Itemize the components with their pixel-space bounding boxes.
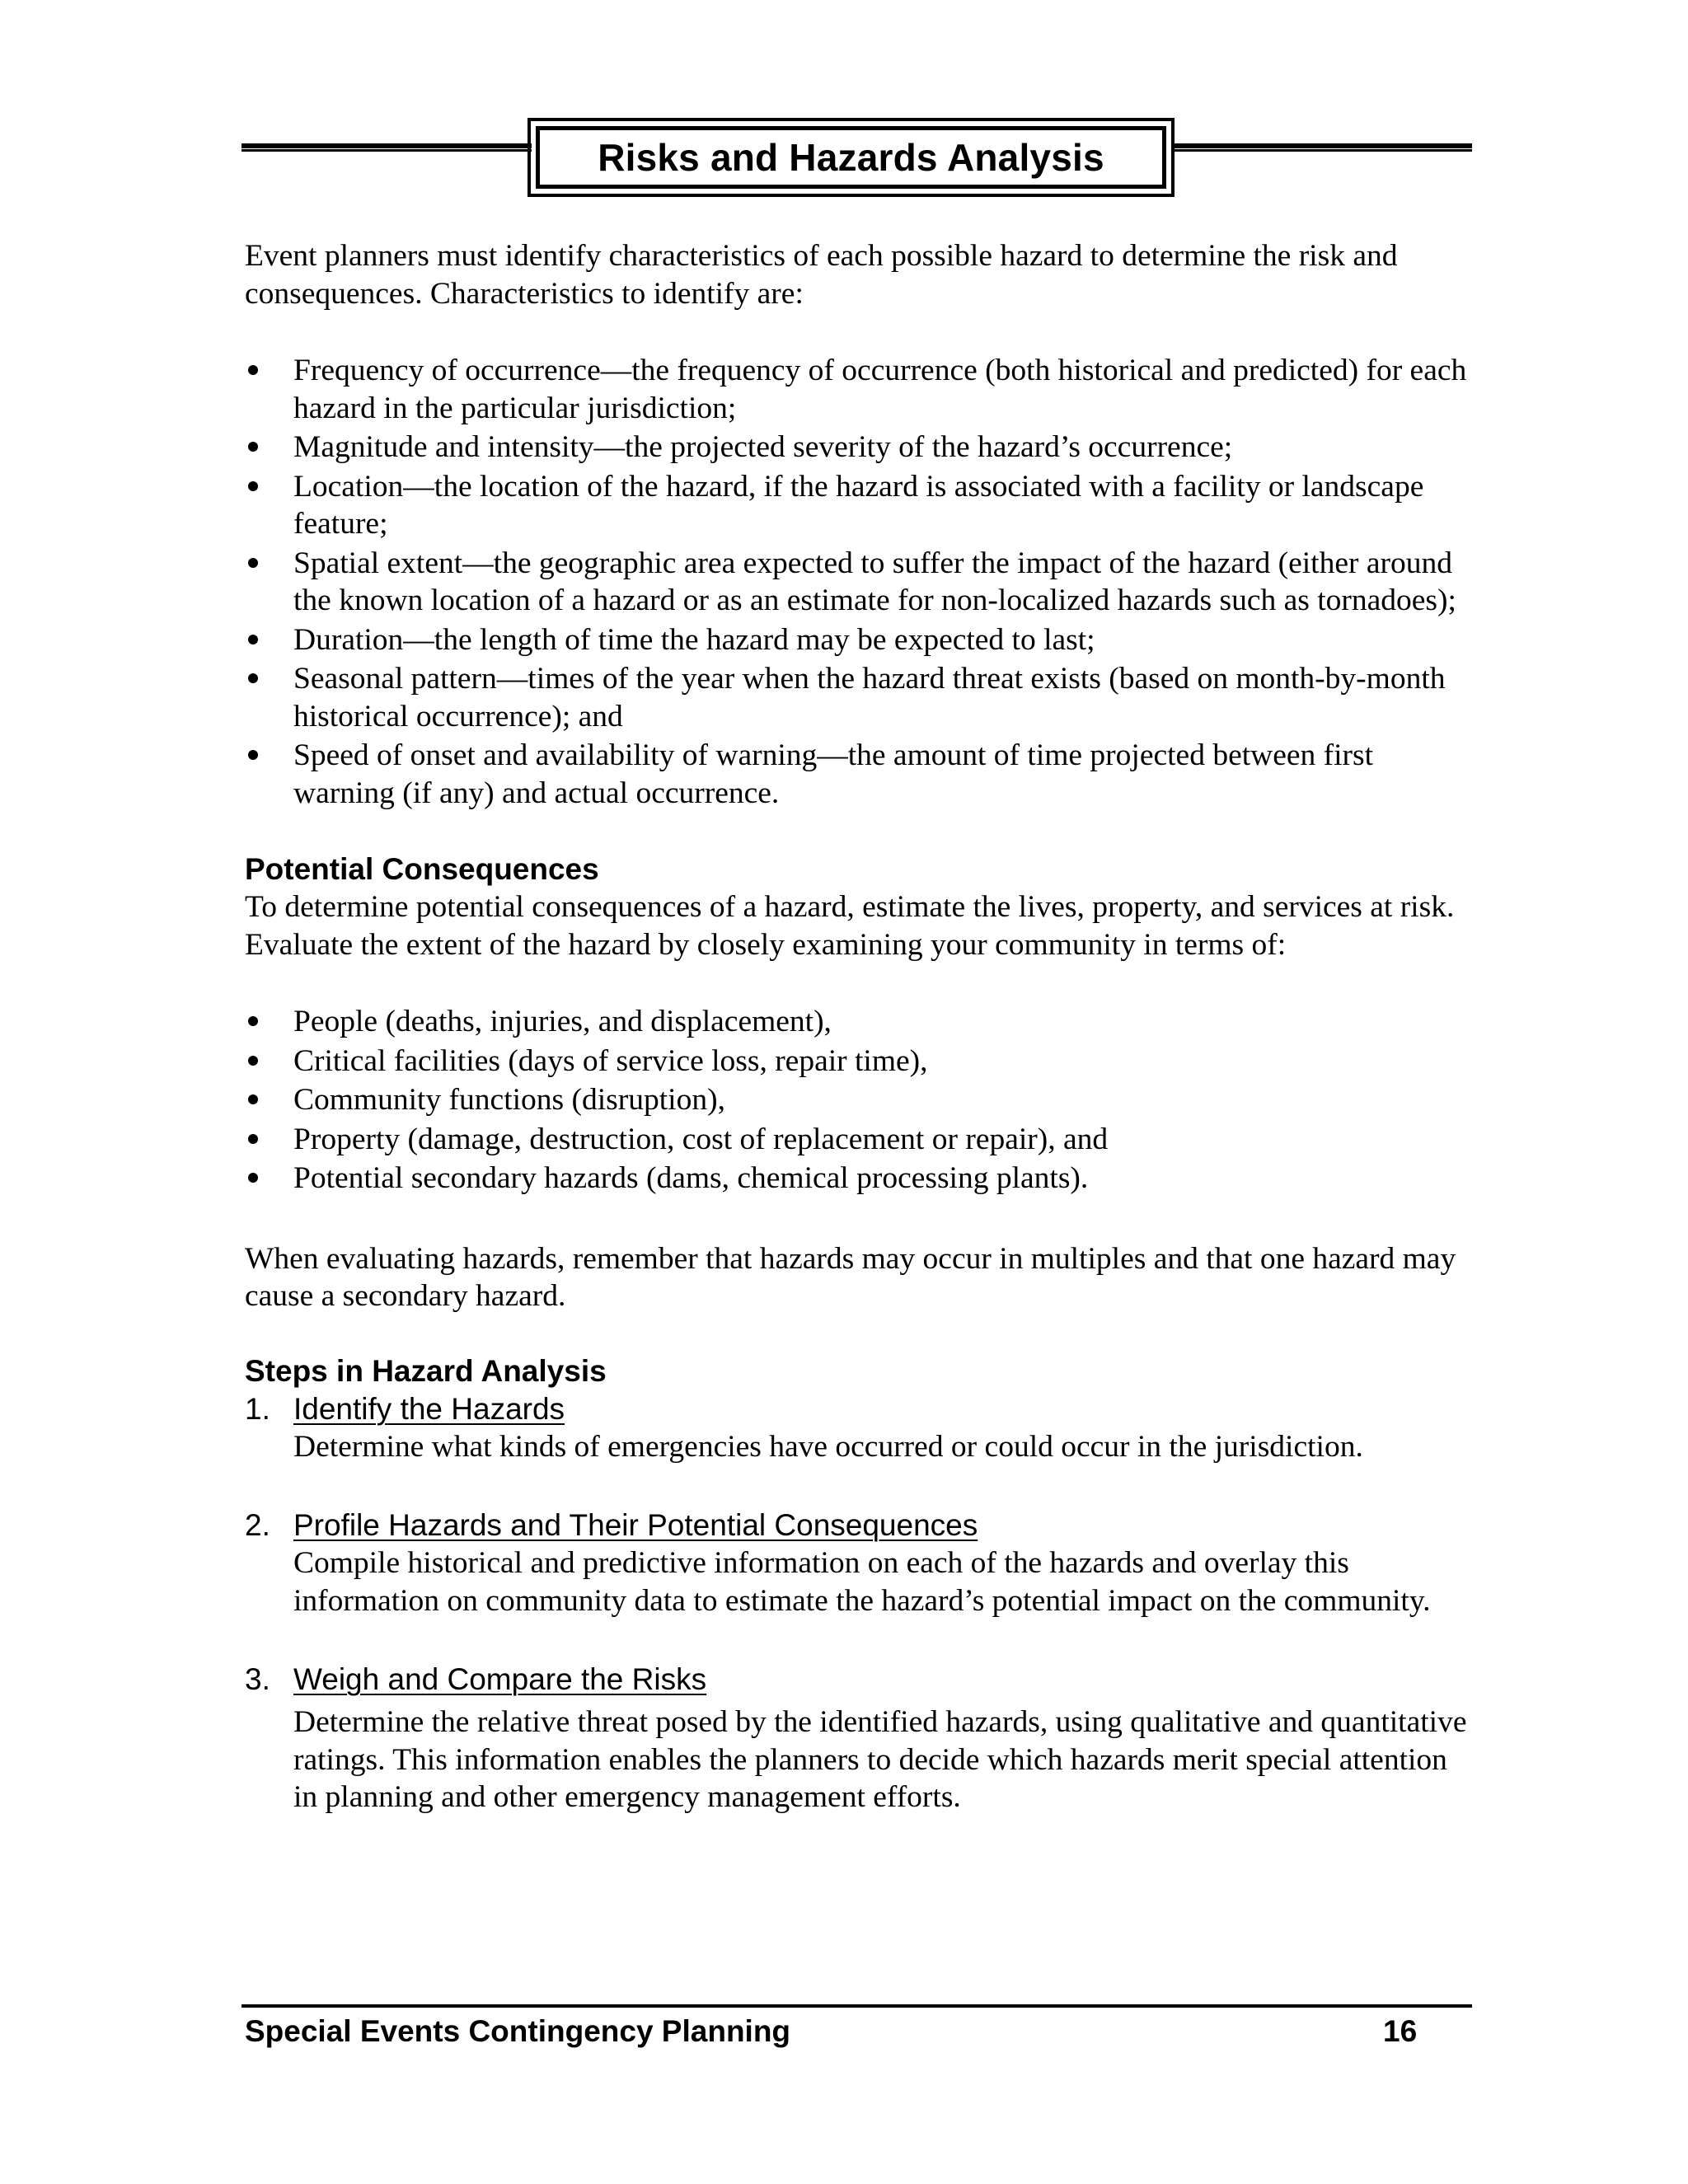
header-rule-right bbox=[1175, 143, 1472, 152]
list-item-text: Frequency of occurrence—the frequency of occurrence (both historical and predicted) for each hazard in the particular jurisdiction; bbox=[293, 354, 1467, 425]
characteristics-list bbox=[245, 352, 1473, 812]
list-item-text: Critical facilities (days of service loss, repair time), bbox=[293, 1043, 928, 1078]
step-item bbox=[245, 1507, 1473, 1619]
step-number: 1. bbox=[245, 1391, 270, 1426]
list-item bbox=[245, 1043, 1473, 1080]
list-item bbox=[245, 352, 1473, 427]
step-number: 2. bbox=[245, 1508, 270, 1542]
step-title: Identify the Hazards bbox=[293, 1391, 565, 1426]
list-item bbox=[245, 1121, 1473, 1159]
list-item-text: People (deaths, injuries, and displacement), bbox=[293, 1005, 832, 1038]
list-item bbox=[245, 545, 1473, 620]
footer-rule bbox=[241, 2004, 1472, 2008]
step-description: Compile historical and predictive information on each of the hazards and overlay this information on community data to estimate the hazard’s potential impact on the community. bbox=[293, 1546, 1431, 1618]
list-item-text: Community functions (disruption), bbox=[293, 1083, 725, 1117]
bullet-icon bbox=[248, 442, 258, 452]
list-item bbox=[245, 660, 1473, 735]
step-title: Weigh and Compare the Risks bbox=[293, 1662, 707, 1696]
consequences-list bbox=[245, 1003, 1473, 1197]
page-title: Risks and Hazards Analysis bbox=[598, 136, 1104, 179]
bullet-icon bbox=[248, 365, 258, 375]
bullet-icon bbox=[248, 635, 258, 644]
bullet-icon bbox=[248, 1173, 258, 1183]
title-box-inner bbox=[536, 126, 1166, 189]
list-item-text: Seasonal pattern—times of the year when the hazard threat exists (based on month-by-month historical occurrence); and bbox=[293, 662, 1446, 733]
bullet-icon bbox=[248, 673, 258, 683]
list-item bbox=[245, 1003, 1473, 1041]
title-box bbox=[528, 118, 1175, 197]
footer-document-title: Special Events Contingency Planning bbox=[245, 2014, 791, 2048]
bullet-icon bbox=[248, 1134, 258, 1144]
list-item-text: Duration—the length of time the hazard may be expected to last; bbox=[293, 622, 1095, 657]
list-item bbox=[245, 1081, 1473, 1119]
bullet-icon bbox=[248, 481, 258, 491]
list-item-text: Location—the location of the hazard, if the hazard is associated with a facility or landscape feature; bbox=[293, 469, 1424, 541]
list-item-text: Potential secondary hazards (dams, chemical processing plants). bbox=[293, 1161, 1089, 1195]
step-number: 3. bbox=[245, 1662, 270, 1696]
consequences-intro: To determine potential consequences of a hazard, estimate the lives, property, and services at risk. Evaluate the extent of the hazard by closely examining your community in terms of: bbox=[245, 890, 1455, 962]
step-description: Determine the relative threat posed by the identified hazards, using qualitative and quantitative ratings. This information enables the planners to decide which hazards merit special attention in planning and other emergency management efforts. bbox=[293, 1705, 1467, 1814]
body-content bbox=[245, 237, 1473, 1816]
bullet-icon bbox=[248, 1094, 258, 1104]
consequences-note: When evaluating hazards, remember that hazards may occur in multiples and that one hazard may cause a secondary hazard. bbox=[245, 1241, 1456, 1313]
list-item bbox=[245, 737, 1473, 812]
intro-paragraph: Event planners must identify characteristics of each possible hazard to determine the risk and consequences. Characteristics to identify are: bbox=[245, 239, 1398, 311]
bullet-icon bbox=[248, 1016, 258, 1026]
list-item-text: Speed of onset and availability of warning—the amount of time projected between first warning (if any) and actual occurrence. bbox=[293, 738, 1374, 810]
step-item bbox=[245, 1390, 1473, 1466]
section-heading-consequences: Potential Consequences bbox=[245, 852, 599, 886]
page-number: 16 bbox=[1383, 2014, 1418, 2048]
list-item bbox=[245, 621, 1473, 659]
bullet-icon bbox=[248, 750, 258, 760]
step-description: Determine what kinds of emergencies have occurred or could occur in the jurisdiction. bbox=[293, 1429, 1363, 1464]
list-item-text: Magnitude and intensity—the projected severity of the hazard’s occurrence; bbox=[293, 430, 1233, 464]
list-item bbox=[245, 429, 1473, 466]
list-item-text: Spatial extent—the geographic area expected to suffer the impact of the hazard (either around the known location of a hazard or as an estimate for non-localized hazards such as tornadoes); bbox=[293, 546, 1456, 617]
steps-list bbox=[245, 1390, 1473, 1816]
bullet-icon bbox=[248, 1056, 258, 1066]
list-item bbox=[245, 468, 1473, 543]
list-item bbox=[245, 1160, 1473, 1197]
header-rule-left bbox=[241, 143, 532, 152]
step-item bbox=[245, 1661, 1473, 1816]
section-heading-steps: Steps in Hazard Analysis bbox=[245, 1353, 607, 1388]
step-title: Profile Hazards and Their Potential Consequences bbox=[293, 1508, 978, 1542]
bullet-icon bbox=[248, 558, 258, 568]
list-item-text: Property (damage, destruction, cost of replacement or repair), and bbox=[293, 1122, 1109, 1156]
